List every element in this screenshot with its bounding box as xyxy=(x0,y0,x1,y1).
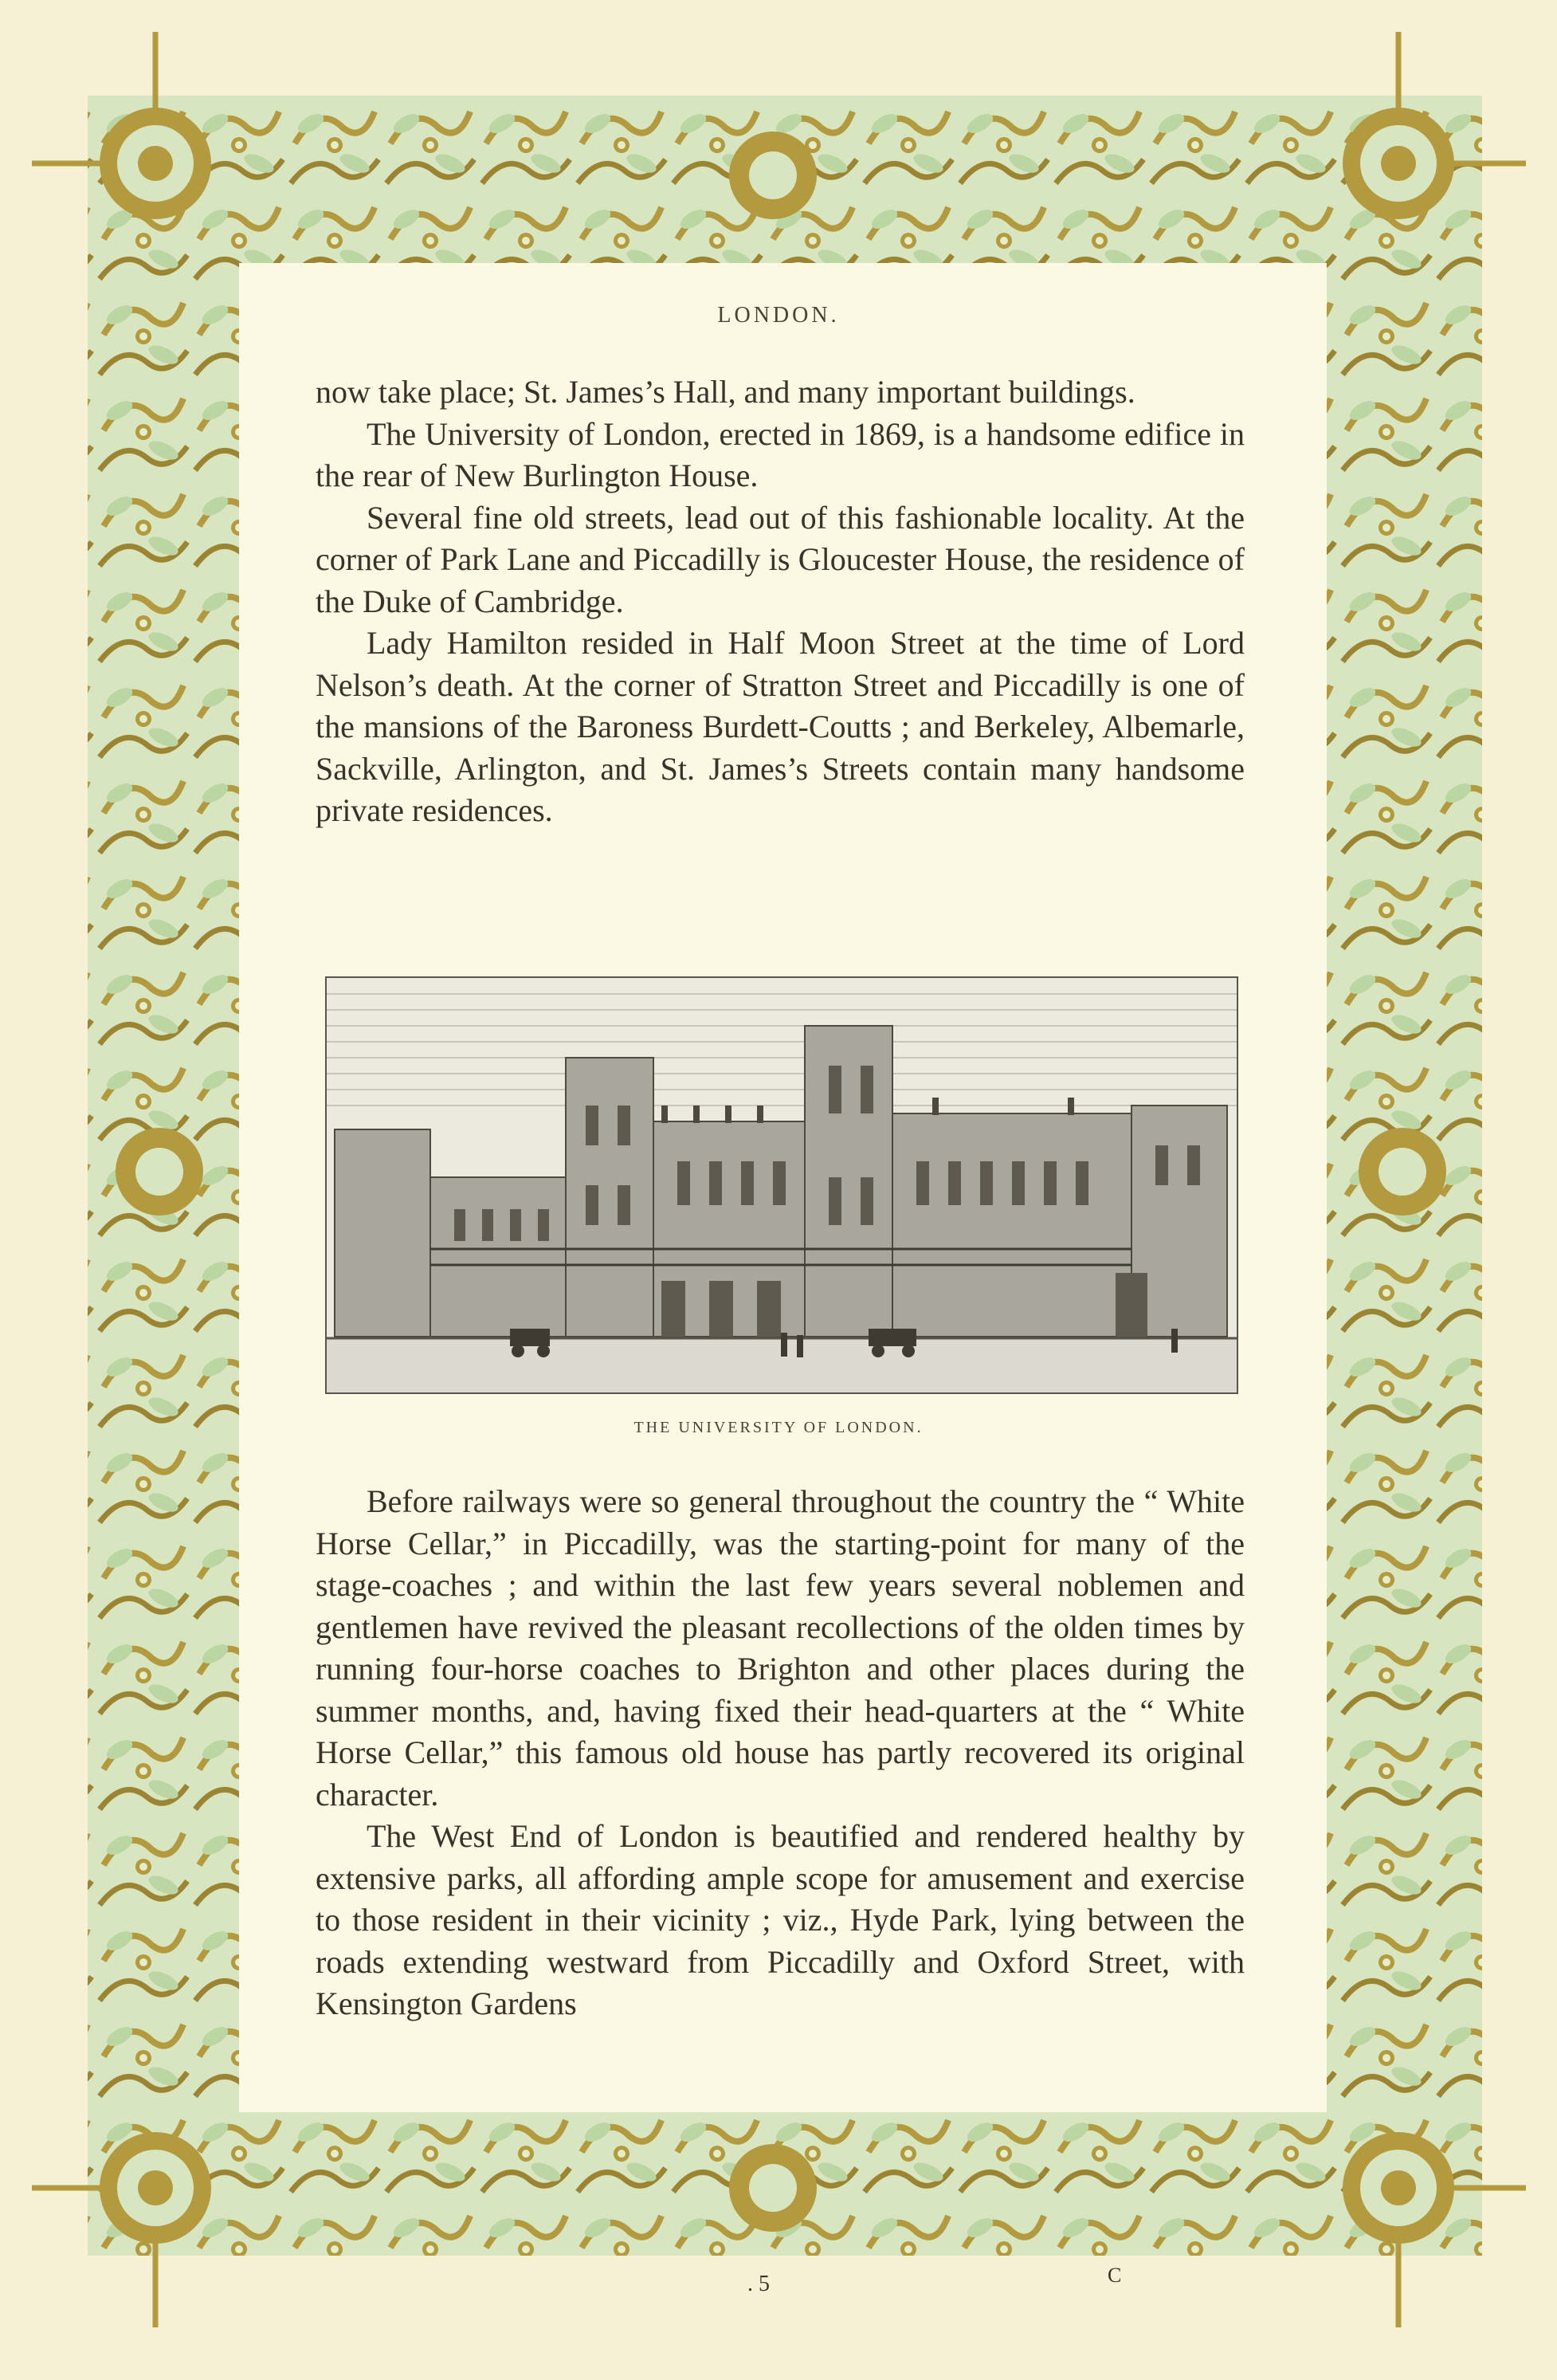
paragraph: Several fine old streets, lead out of this fashionable locality. At the corner of Park Lane and Piccadilly is Gloucester House, the residence of the Duke of Cambridge. xyxy=(316,499,1245,619)
body-text-top xyxy=(316,371,1245,832)
paragraph: now take place; St. James’s Hall, and many important buildings. xyxy=(316,374,1135,410)
body-text-bottom xyxy=(316,1481,1245,2025)
running-header: LONDON. xyxy=(717,303,840,328)
signature-mark: C xyxy=(1108,2264,1122,2287)
illustration-caption: THE UNIVERSITY OF LONDON. xyxy=(633,1419,924,1436)
page-number: . 5 xyxy=(747,2272,770,2296)
building-illustration xyxy=(327,978,1237,1392)
paragraph: Before railways were so general throughout the country the “ White Horse Cellar,” in Piccadilly, was the starting-point for many of the stage-coaches ; and within the last few years several noblemen and gentlemen have revived the pleasant recollections of the olden times by running four-horse coaches to Brighton and other places during the summer months, and, having fixed their head-quarters at the “ White Horse Cellar,” this famous old house has partly recovered its original character. xyxy=(316,1483,1245,1812)
paragraph: The University of London, erected in 1869, is a handsome edifice in the rear of New Burlington House. xyxy=(316,415,1245,493)
paragraph: Lady Hamilton resided in Half Moon Street at the time of Lord Nelson’s death. At the corner of Stratton Street and Piccadilly is one of the mansions of the Baroness Burdett-Coutts ; and Berkeley, Albemarle, Sackville, Arlington, and St. James’s Streets contain many handsome private residences. xyxy=(316,625,1245,828)
engraving-university-of-london xyxy=(325,976,1238,1394)
paragraph: The West End of London is beautified and rendered healthy by extensive parks, all affording ample scope for amusement and exercise to those resident in their vicinity ; viz., Hyde Park, lying between the roads extending westward from Piccadilly and Oxford Street, with Kensington Gardens xyxy=(316,1818,1245,2021)
